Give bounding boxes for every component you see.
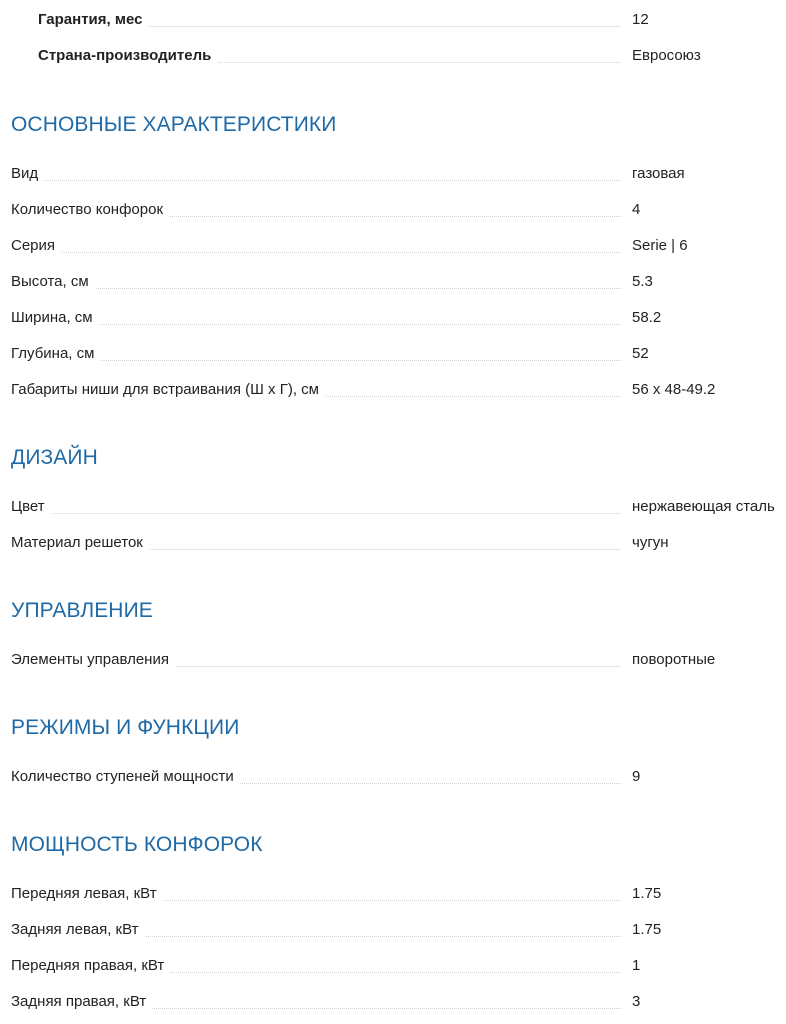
spec-row <box>11 235 786 257</box>
spec-value: 12 <box>632 11 649 28</box>
spec-label: Задняя левая, кВт <box>11 919 145 941</box>
spec-label: Гарантия, мес <box>11 9 148 31</box>
dotted-leader <box>11 180 621 181</box>
spec-value: 1 <box>632 957 641 974</box>
spec-label: Серия <box>11 235 61 257</box>
spec-label: Страна-производитель <box>11 45 217 67</box>
spec-value: поворотные <box>632 651 716 668</box>
spec-label: Передняя левая, кВт <box>11 883 163 905</box>
spec-label: Материал решеток <box>11 532 149 554</box>
spec-row <box>11 532 786 554</box>
section-title-main: ОСНОВНЫЕ ХАРАКТЕРИСТИКИ <box>11 113 337 136</box>
spec-value: 1.75 <box>632 921 662 938</box>
spec-value: Евросоюз <box>632 47 701 64</box>
dotted-leader <box>11 252 621 253</box>
section-title-controls: УПРАВЛЕНИЕ <box>11 599 153 622</box>
dotted-leader <box>11 513 621 514</box>
spec-row <box>11 343 786 365</box>
spec-row <box>11 379 786 401</box>
spec-row <box>11 199 786 221</box>
spec-value: нержавеющая сталь <box>632 498 775 515</box>
spec-row <box>11 271 786 293</box>
section-title-design: ДИЗАЙН <box>11 446 98 469</box>
spec-value: Serie | 6 <box>632 237 688 254</box>
spec-label: Количество конфорок <box>11 199 169 221</box>
spec-value: 56 х 48-49.2 <box>632 381 716 398</box>
spec-value: газовая <box>632 165 685 182</box>
spec-row <box>11 991 786 1013</box>
spec-row <box>11 919 786 941</box>
spec-row <box>11 163 786 185</box>
spec-value: 9 <box>632 768 641 785</box>
dotted-leader <box>11 288 621 289</box>
section-title-burner-power: МОЩНОСТЬ КОНФОРОК <box>11 833 263 856</box>
spec-value: 58.2 <box>632 309 662 326</box>
dotted-leader <box>11 360 621 361</box>
spec-label: Высота, см <box>11 271 95 293</box>
spec-label: Количество ступеней мощности <box>11 766 240 788</box>
spec-value: 4 <box>632 201 641 218</box>
spec-label: Задняя правая, кВт <box>11 991 152 1013</box>
spec-label: Элементы управления <box>11 649 175 671</box>
spec-row <box>11 307 786 329</box>
spec-value: 5.3 <box>632 273 653 290</box>
spec-label: Ширина, см <box>11 307 99 329</box>
spec-row <box>11 955 786 977</box>
spec-row-country <box>11 45 786 67</box>
spec-value: 1.75 <box>632 885 662 902</box>
spec-label: Габариты ниши для встраивания (Ш х Г), см <box>11 379 325 401</box>
dotted-leader <box>11 324 621 325</box>
spec-label: Передняя правая, кВт <box>11 955 170 977</box>
spec-row <box>11 496 786 518</box>
spec-label: Вид <box>11 163 44 185</box>
spec-value: чугун <box>632 534 669 551</box>
spec-row <box>11 883 786 905</box>
spec-row <box>11 649 786 671</box>
section-title-modes: РЕЖИМЫ И ФУНКЦИИ <box>11 716 240 739</box>
spec-row <box>11 766 786 788</box>
spec-label: Цвет <box>11 496 51 518</box>
spec-label: Глубина, см <box>11 343 100 365</box>
spec-value: 3 <box>632 993 641 1010</box>
spec-value: 52 <box>632 345 649 362</box>
spec-row-warranty <box>11 9 786 31</box>
